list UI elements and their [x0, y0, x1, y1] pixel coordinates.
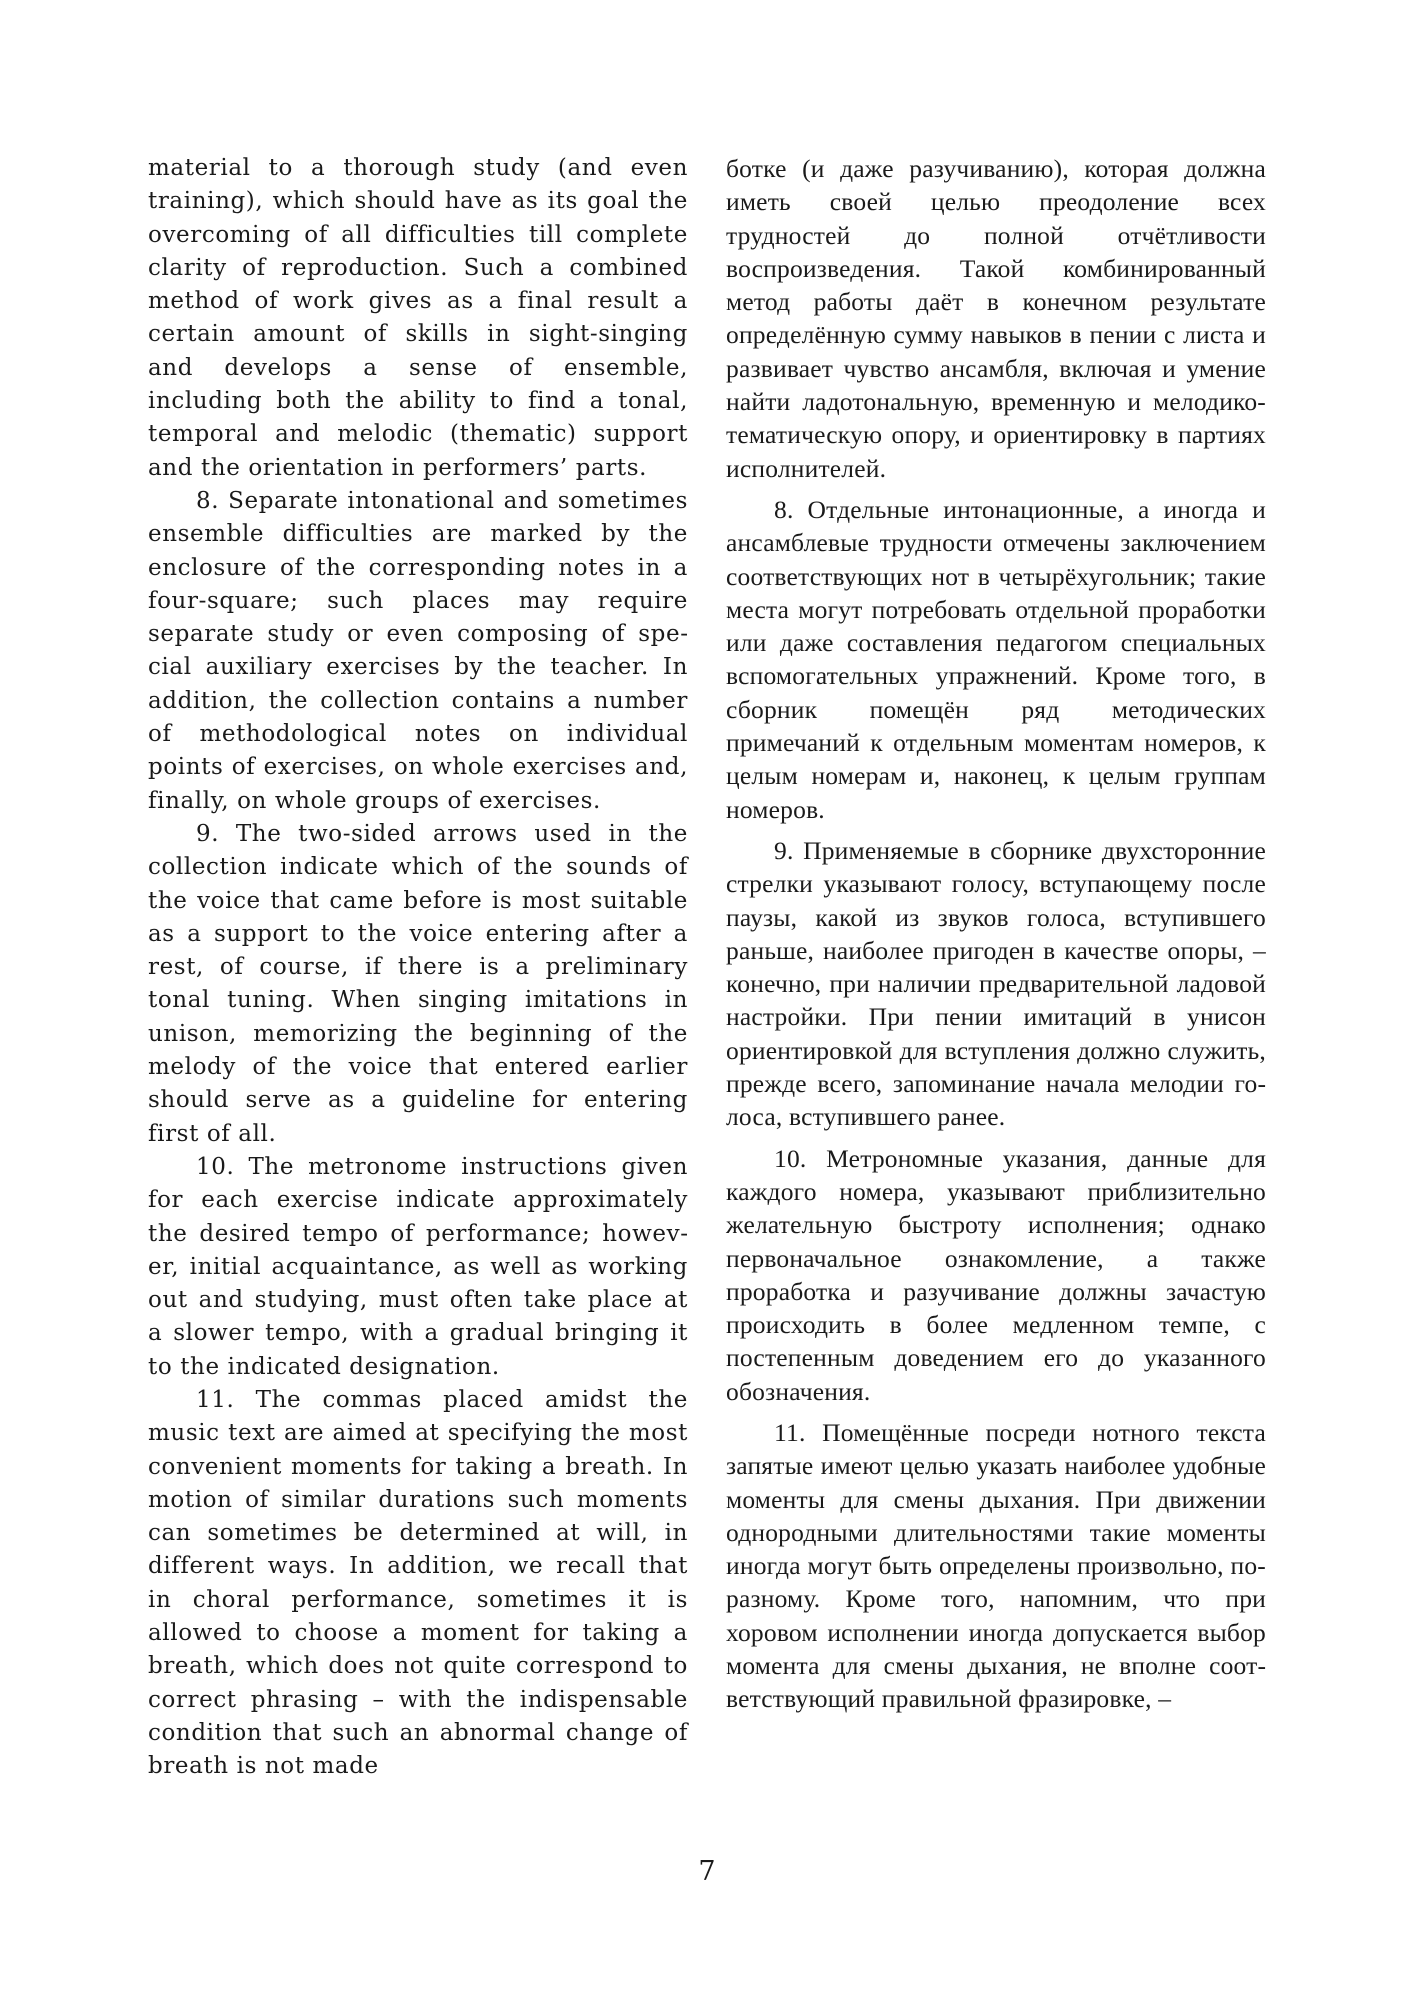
english-paragraph-10: 10. The metronome instructions given for each exercise indicate approximately the desired tempo of performance; however, initial acquaintance, as well as working out and studying, must often take place at a slower tempo, with a gradual bringing it to the indicated designation. [148, 1153, 688, 1380]
russian-column [726, 152, 1266, 1716]
russian-paragraph-11: 11. Помещённые посреди нотного текста запятые имеют целью указать наиболее удобные моменты для смены дыхания. При движении однородными длительностями такие моменты иногда могут быть определены произвольно, по-разному. Кроме того, напомним, что при хоровом исполнении иногда допускается выбор момента для смены дыхания, не вполне соответствующий правильной фразировке, – [726, 1417, 1266, 1714]
english-column [148, 152, 688, 1784]
russian-paragraph-continued: ботке (и даже разучиванию), которая должна иметь своей целью преодоление всех трудностей до полной отчётливости воспроизведения. Такой комбинированный метод работы даёт в конечном результате определённую сумму навыков в пении с листа и развивает чувство ансамбля, включая и умение найти ладотональную, временную и мелодико-тематическую опору, и ориентировку в партиях исполнителей. [726, 154, 1266, 483]
english-paragraph-11: 11. The commas placed amidst the music text are aimed at specifying the most convenient moments for taking a breath. In motion of similar durations such moments can sometimes be determined at will, in different ways. In addition, we recall that in choral performance, sometimes it is allowed to choose a moment for taking a breath, which does not quite correspond to correct phrasing – with the indispensable condition that such an abnormal change of breath is not made [148, 1386, 688, 1780]
russian-paragraph-8: 8. Отдельные интонационные, а иногда и ансамблевые трудности отмечены заключением соответствующих нот в четырёхугольник; такие места могут потребовать отдельной проработки или даже составления педагогом специальных вспомогательных упражнений. Кроме того, в сборник помещён ряд методических примечаний к отдельным моментам номеров, к целым номерам и, наконец, к целым группам номеров. [726, 494, 1266, 824]
english-paragraph-8: 8. Separate intonational and sometimes ensemble difficulties are marked by the enclosure of the corresponding notes in a four-square; such places may require separate study or even composing of special auxiliary exercises by the teacher. In addition, the collection contains a number of methodological notes on individual points of exercises, on whole exercises and, finally, on whole groups of exercises. [148, 487, 688, 814]
english-paragraph-continued: material to a thorough study (and even training), which should have as its goal the overcoming of all difficulties till complete clarity of reproduction. Such a combined method of work gives as a final result a certain amount of skills in sight-singing and develops a sense of ensemble, including both the ability to find a tonal, temporal and melodic (thematic) support and the orientation in performers’ parts. [148, 155, 688, 481]
russian-paragraph-10: 10. Метрономные указания, данные для каждого номера, указывают приблизительно желательную быстроту исполнения; однако первоначальное ознакомление, а также проработка и разучивание должны зачастую происходить в более медленном темпе, с постепенным доведением его до указанного обозначения. [726, 1143, 1266, 1406]
russian-paragraph-9: 9. Применяемые в сборнике двухсторонние стрелки указывают голосу, вступающему после паузы, какой из звуков голоса, вступившего раньше, наиболее пригоден в качестве опоры, – конечно, при наличии предварительной ладовой настройки. При пении имитаций в унисон ориентировкой для вступления должно служить, прежде всего, запоминание начала мелодии голоса, вступившего ранее. [726, 835, 1266, 1132]
page-number: 7 [698, 1856, 716, 1887]
english-paragraph-9: 9. The two-sided arrows used in the collection indicate which of the sounds of the voice that came before is most suitable as a support to the voice entering after a rest, of course, if there is a preliminary tonal tuning. When singing imitations in unison, memorizing the beginning of the melody of the voice that entered earlier should serve as a guideline for entering first of all. [148, 820, 688, 1147]
